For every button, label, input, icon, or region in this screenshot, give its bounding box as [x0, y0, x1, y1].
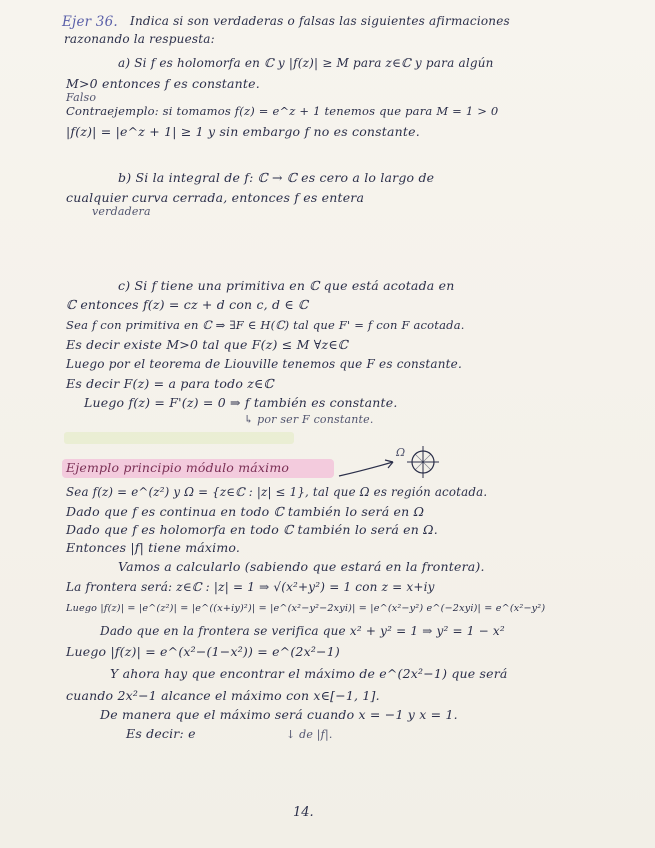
- part-b-line-1: b) Si la integral de f: ℂ → ℂ es cero a lo largo de: [118, 170, 435, 185]
- part-c-line-2: ℂ entonces f(z) = cz + d con c, d ∈ ℂ: [66, 297, 309, 312]
- page-number: 14.: [293, 805, 314, 820]
- part-c-line-5: Luego por el teorema de Liouville tenemos que F es constante.: [66, 357, 462, 371]
- part-c-line-4: Es decir existe M>0 tal que F(z) ≤ M ∀z∈ℂ: [66, 337, 348, 352]
- part-b-answer: verdadera: [92, 205, 151, 218]
- intro-line-1: Indica si son verdaderas o falsas las siguientes afirmaciones: [130, 14, 510, 28]
- part-a-line-5: |f(z)| = |e^z + 1| ≥ 1 y sin embargo f no es constante.: [66, 124, 420, 139]
- example-line-8: Dado que en la frontera se verifica que x² + y² = 1 ⇒ y² = 1 − x²: [100, 624, 505, 638]
- example-line-5: Vamos a calcularlo (sabiendo que estará en la frontera).: [118, 559, 485, 574]
- example-line-11: cuando 2x²−1 alcance el máximo con x∈[−1, 1].: [66, 688, 380, 703]
- region-sketch: [335, 440, 445, 490]
- part-c-line-3: Sea f con primitiva en ℂ ⇒ ∃F ∈ H(ℂ) tal que F' = f con F acotada.: [66, 318, 465, 332]
- part-c-line-1: c) Si f tiene una primitiva en ℂ que está acotada en: [118, 278, 455, 293]
- example-line-6: La frontera será: z∈ℂ : |z| = 1 ⇒ √(x²+y²) = 1 con z = x+iy: [66, 580, 435, 594]
- example-line-13: Es decir: e: [126, 726, 196, 741]
- example-line-10: Y ahora hay que encontrar el máximo de e^(2x²−1) que será: [110, 666, 508, 681]
- exercise-title: Ejer 36.: [62, 14, 118, 30]
- part-a-line-2: M>0 entonces f es constante.: [66, 76, 260, 91]
- part-c-line-6: Es decir F(z) = a para todo z∈ℂ: [66, 376, 274, 391]
- example-line-14: ↓ de |f|.: [286, 728, 333, 741]
- example-line-9: Luego |f(z)| = e^(x²−(1−x²)) = e^(2x²−1): [66, 644, 340, 659]
- intro-line-2: razonando la respuesta:: [64, 32, 215, 46]
- example-heading: Ejemplo principio módulo máximo: [66, 460, 290, 475]
- part-b-line-2: cualquier curva cerrada, entonces f es entera: [66, 190, 365, 205]
- part-c-line-7: Luego f(z) = F'(z) = 0 ⇒ f también es constante.: [84, 395, 398, 410]
- part-a-line-1: a) Si f es holomorfa en ℂ y |f(z)| ≥ M para z∈ℂ y para algún: [118, 56, 494, 70]
- example-line-3: Dado que f es holomorfa en todo ℂ también lo será en Ω.: [66, 522, 438, 537]
- region-label: Ω: [396, 446, 406, 459]
- example-line-4: Entonces |f| tiene máximo.: [66, 540, 241, 555]
- example-line-1: Sea f(z) = e^(z²) y Ω = {z∈ℂ : |z| ≤ 1}, tal que Ω es región acotada.: [66, 485, 488, 499]
- part-a-answer: Falso: [66, 91, 97, 104]
- example-line-7: Luego |f(z)| = |e^(z²)| = |e^((x+iy)²)| = |e^(x²−y²−2xyi)| = |e^(x²−y²) e^(−2xyi)| = e^(x²−y²): [66, 603, 546, 614]
- faint-highlight: [64, 432, 294, 444]
- part-a-line-4: Contraejemplo: si tomamos f(z) = e^z + 1 tenemos que para M = 1 > 0: [66, 104, 499, 118]
- part-c-line-8: ↳ por ser F constante.: [244, 413, 374, 426]
- example-line-2: Dado que f es continua en todo ℂ también lo será en Ω: [66, 504, 425, 519]
- example-line-12: De manera que el máximo será cuando x = −1 y x = 1.: [100, 707, 458, 722]
